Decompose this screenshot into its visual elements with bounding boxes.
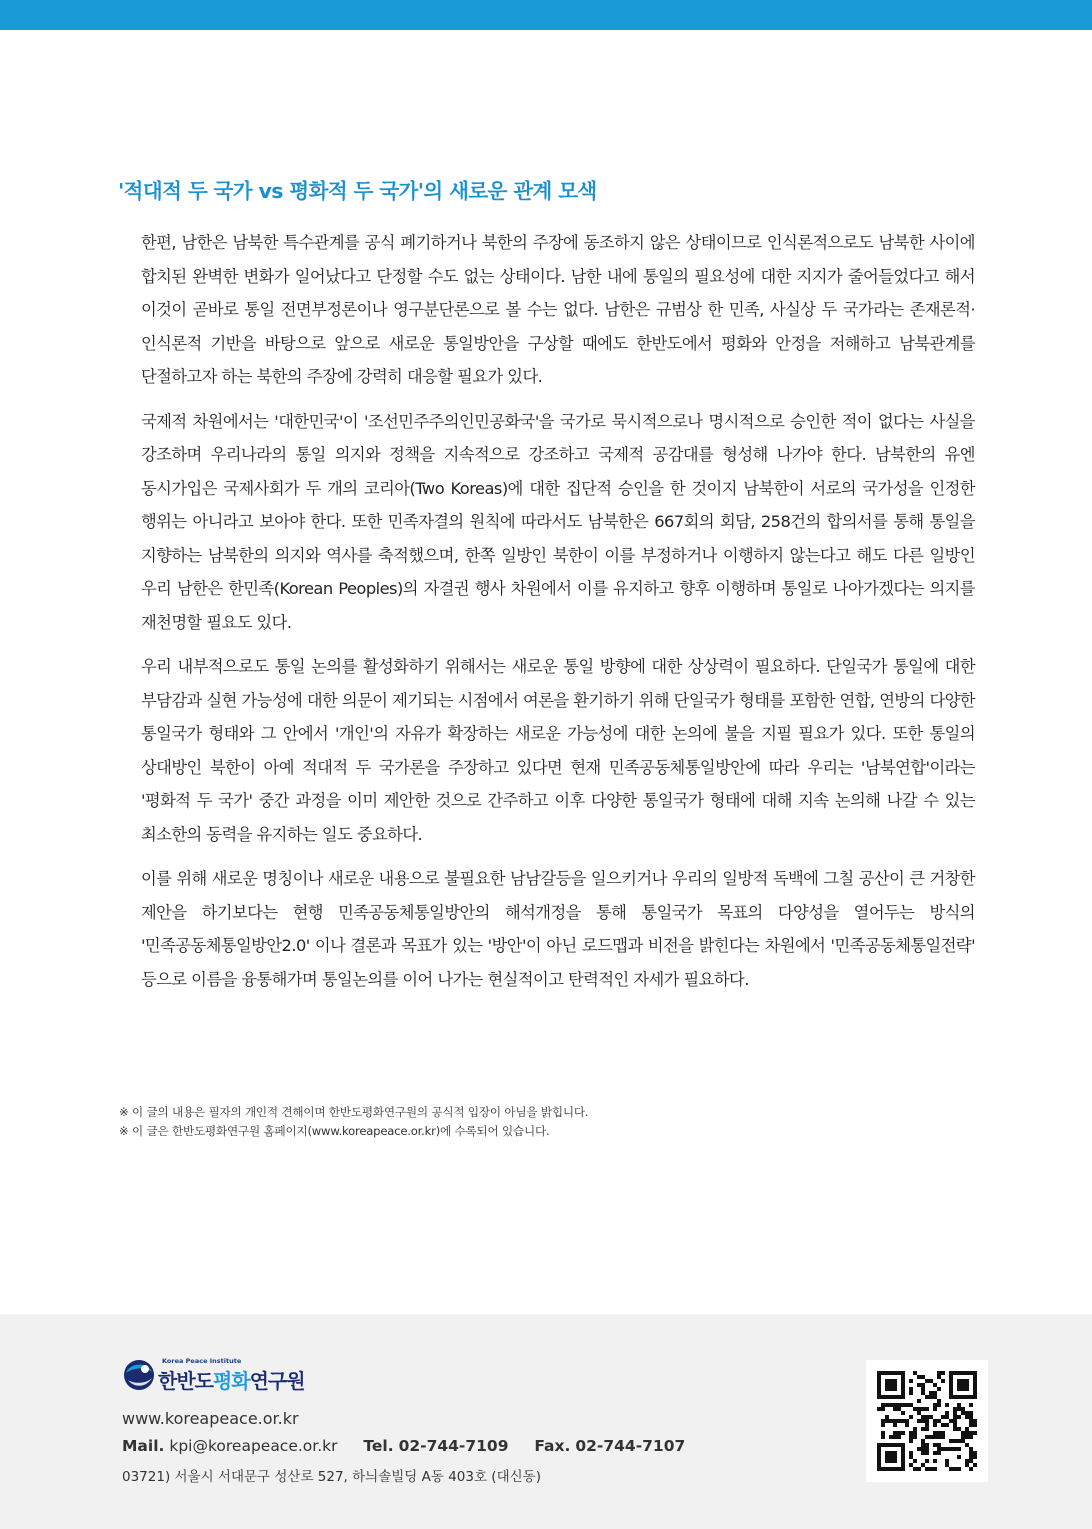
tel-number[interactable]: 02-744-7109 (398, 1437, 509, 1455)
qr-code-icon (877, 1371, 977, 1471)
contact-info (122, 1437, 685, 1455)
institute-logo (122, 1356, 342, 1396)
postal-address: 03721) 서울시 서대문구 성산로 527, 하늬솔빌딩 A동 403호 (대신동) (122, 1469, 541, 1485)
logo-korean-name (158, 1365, 305, 1394)
logo-part-c: 연구원 (249, 1369, 305, 1393)
footnotes (119, 1103, 1019, 1141)
website-link[interactable]: www.koreapeace.or.kr (122, 1409, 299, 1428)
fax-number: 02-744-7107 (575, 1437, 686, 1455)
logo-english-name: Korea Peace Institute (162, 1357, 242, 1365)
paragraph-4: 이를 위해 새로운 명칭이나 새로운 내용으로 불필요한 남남갈등을 일으키거나 우리의 일방적 독백에 그칠 공산이 큰 거창한 제안을 하기보다는 현행 민족공동체통일방안의 해석개정을 통해 통일국가 목표의 다양성을 열어두는 방식의 '민족공동체통일방안2.0' 이나 결론과 목표가 있는 '방안'이 아닌 로드맵과 비전을 밝힌다는 차원에서 '민족공동체통일전략' 등으로 이름을 융통해가며 통일논의를 이어 나가는 현실적이고 탄력적인 자세가 필요하다. (141, 869, 975, 989)
note-disclaimer: ※ 이 글의 내용은 필자의 개인적 견해이며 한반도평화연구원의 공식적 입장이 아님을 밝힙니다. (119, 1105, 589, 1119)
logo-part-a: 한반도 (158, 1369, 213, 1393)
top-accent-bar (0, 0, 1092, 30)
section-title: '적대적 두 국가 vs 평화적 두 국가'의 새로운 관계 모색 (118, 179, 597, 203)
paragraph-3: 우리 내부적으로도 통일 논의를 활성화하기 위해서는 새로운 통일 방향에 대한 상상력이 필요하다. 단일국가 통일에 대한 부담감과 실현 가능성에 대한 의문이 제기되는 시점에서 여론을 환기하기 위해 단일국가 형태를 포함한 연합, 연방의 다양한 통일국가 형태와 그 안에서 '개인'의 자유가 확장하는 새로운 가능성에 대한 논의에 불을 지필 필요가 있다. 또한 통일의 상대방인 북한이 아예 적대적 두 국가론을 주장하고 있다면 현재 민족공동체통일방안에 따라 우리는 '남북연합'이라는 '평화적 두 국가' 중간 과정을 이미 제안한 것으로 간주하고 이후 다양한 통일국가 형태에 대해 지속 논의해 나갈 수 있는 최소한의 동력을 유지하는 일도 중요하다. (141, 657, 975, 844)
paragraph-1: 한편, 남한은 남북한 특수관계를 공식 폐기하거나 북한의 주장에 동조하지 않은 상태이므로 인식론적으로도 남북한 사이에 합치된 완벽한 변화가 일어났다고 단정할 수도 없는 상태이다. 남한 내에 통일의 필요성에 대한 지지가 줄어들었다고 해서 이것이 곧바로 통일 전면부정론이나 영구분단론으로 볼 수는 없다. 남한은 규범상 한 민족, 사실상 두 국가라는 존재론적·인식론적 기반을 바탕으로 앞으로 새로운 통일방안을 구상할 때에도 한반도에서 평화와 안정을 저해하고 남북관계를 단절하고자 하는 북한의 주장에 강력히 대응할 필요가 있다. (141, 233, 975, 386)
fax-label: Fax. (534, 1437, 571, 1455)
note-source: ※ 이 글은 한반도평화연구원 홈페이지(www.koreapeace.or.kr)에 수록되어 있습니다. (119, 1124, 550, 1138)
mail-address[interactable]: kpi@koreapeace.or.kr (169, 1437, 338, 1455)
logo-part-b: 평화 (212, 1369, 250, 1393)
paragraph-2: 국제적 차원에서는 '대한민국'이 '조선민주주의인민공화국'을 국가로 묵시적으로나 명시적으로 승인한 적이 없다는 사실을 강조하며 우리나라의 통일 의지와 정책을 지속적으로 강조하고 국제적 공감대를 형성해 나가야 한다. 남북한의 유엔 동시가입은 국제사회가 두 개의 코리아(Two Koreas)에 대한 집단적 승인을 한 것이지 남북한이 서로의 국가성을 인정한 행위는 아니라고 보아야 한다. 또한 민족자결의 원칙에 따라서도 남북한은 667회의 회담, 258건의 합의서를 통해 통일을 지향하는 남북한의 의지와 역사를 축적했으며, 한쪽 일방인 북한이 이를 부정하거나 이행하지 않는다고 해도 다른 일방인 우리 남한은 한민족(Korean Peoples)의 자결권 행사 차원에서 이를 유지하고 향후 이행하며 통일로 나아가겠다는 의지를 재천명할 필요도 있다. (141, 411, 975, 632)
mail-label: Mail. (122, 1437, 165, 1455)
logo-swirl-icon (122, 1358, 156, 1392)
article-body (141, 226, 975, 1007)
tel-label: Tel. (363, 1437, 394, 1455)
qr-code[interactable] (866, 1360, 988, 1482)
